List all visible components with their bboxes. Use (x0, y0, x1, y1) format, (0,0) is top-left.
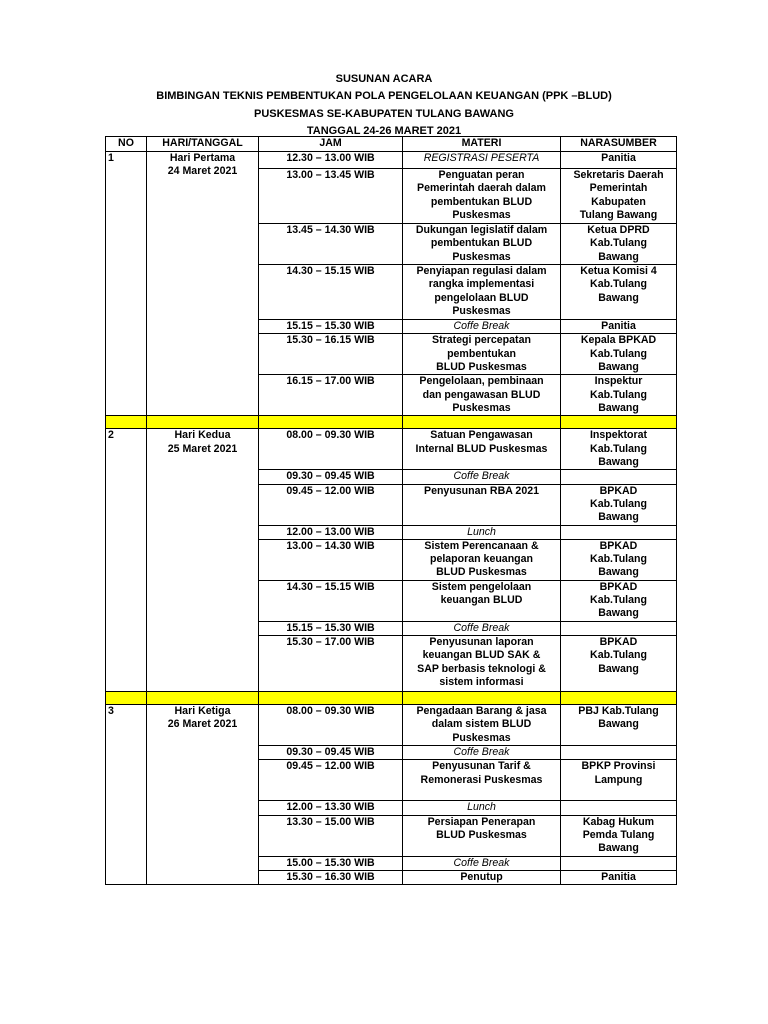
session-material: Strategi percepatan pembentukan BLUD Puskesmas (403, 334, 561, 375)
day-number: 2 (106, 429, 147, 692)
session-material: Satuan Pengawasan Internal BLUD Puskesmas (403, 429, 561, 470)
session-speaker: Panitia (561, 871, 677, 885)
session-material: REGISTRASI PESERTA (403, 152, 561, 169)
document-participants: PUSKESMAS SE-KABUPATEN TULANG BAWANG (254, 107, 514, 120)
document-title: SUSUNAN ACARA (335, 73, 433, 85)
session-time: 14.30 – 15.15 WIB (259, 580, 403, 621)
day-label: Hari Ketiga 26 Maret 2021 (147, 705, 259, 885)
session-time: 15.30 – 16.15 WIB (259, 334, 403, 375)
separator-cell (259, 416, 403, 429)
session-time: 15.00 – 15.30 WIB (259, 856, 403, 870)
session-time: 15.15 – 15.30 WIB (259, 320, 403, 334)
session-time: 09.30 – 09.45 WIB (259, 470, 403, 484)
session-material: Dukungan legislatif dalam pembentukan BLUD Puskesmas (403, 224, 561, 265)
session-speaker (561, 621, 677, 635)
session-speaker: Ketua DPRD Kab.Tulang Bawang (561, 224, 677, 265)
day-label: Hari Pertama 24 Maret 2021 (147, 152, 259, 416)
session-material: Persiapan Penerapan BLUD Puskesmas (403, 815, 561, 856)
schedule-body (106, 152, 677, 885)
session-material: Coffe Break (403, 470, 561, 484)
session-time: 09.30 – 09.45 WIB (259, 746, 403, 760)
document-date-range: TANGGAL 24-26 MARET 2021 (306, 124, 462, 137)
session-time: 08.00 – 09.30 WIB (259, 429, 403, 470)
session-material: Coffe Break (403, 621, 561, 635)
session-material: Sistem pengelolaan keuangan BLUD (403, 580, 561, 621)
session-material: Coffe Break (403, 320, 561, 334)
session-speaker: BPKAD Kab.Tulang Bawang (561, 539, 677, 580)
session-speaker: BPKAD Kab.Tulang Bawang (561, 484, 677, 525)
table-row (106, 429, 677, 470)
session-material: Pengadaan Barang & jasa dalam sistem BLUD Puskesmas (403, 705, 561, 746)
day-separator-row (106, 692, 677, 705)
session-time: 09.45 – 12.00 WIB (259, 484, 403, 525)
session-time: 13.00 – 14.30 WIB (259, 539, 403, 580)
session-speaker: BPKAD Kab.Tulang Bawang (561, 580, 677, 621)
session-time: 16.15 – 17.00 WIB (259, 375, 403, 416)
session-speaker (561, 746, 677, 760)
separator-cell (147, 692, 259, 705)
column-header-speaker: NARASUMBER (561, 137, 677, 152)
column-header-no: NO (106, 137, 147, 152)
session-speaker: Kepala BPKAD Kab.Tulang Bawang (561, 334, 677, 375)
document-header (0, 71, 768, 140)
session-material: Coffe Break (403, 746, 561, 760)
session-material: Penyusunan laporan keuangan BLUD SAK & SAP berbasis teknologi & sistem informasi (403, 636, 561, 692)
session-material: Penyiapan regulasi dalam rangka implementasi pengelolaan BLUD Puskesmas (403, 265, 561, 320)
session-speaker (561, 856, 677, 870)
session-material: Penyusunan Tarif & Remonerasi Puskesmas (403, 760, 561, 801)
session-speaker (561, 525, 677, 539)
table-row (106, 705, 677, 746)
session-time: 15.15 – 15.30 WIB (259, 621, 403, 635)
session-time: 14.30 – 15.15 WIB (259, 265, 403, 320)
separator-cell (403, 416, 561, 429)
session-time: 12.30 – 13.00 WIB (259, 152, 403, 169)
day-number: 3 (106, 705, 147, 885)
separator-cell (403, 692, 561, 705)
table-row (106, 152, 677, 169)
separator-cell (106, 692, 147, 705)
session-speaker: BPKP Provinsi Lampung (561, 760, 677, 801)
session-material: Lunch (403, 525, 561, 539)
session-speaker (561, 470, 677, 484)
session-speaker: Inspektorat Kab.Tulang Bawang (561, 429, 677, 470)
day-number: 1 (106, 152, 147, 416)
session-speaker: Panitia (561, 320, 677, 334)
column-header-material: MATERI (403, 137, 561, 152)
schedule-table (105, 136, 677, 885)
session-speaker: Inspektur Kab.Tulang Bawang (561, 375, 677, 416)
session-time: 13.00 – 13.45 WIB (259, 169, 403, 224)
session-speaker (561, 801, 677, 815)
session-material: Pengelolaan, pembinaan dan pengawasan BLUD Puskesmas (403, 375, 561, 416)
session-time: 13.30 – 15.00 WIB (259, 815, 403, 856)
separator-cell (561, 416, 677, 429)
session-time: 09.45 – 12.00 WIB (259, 760, 403, 801)
day-label: Hari Kedua 25 Maret 2021 (147, 429, 259, 692)
session-speaker: Sekretaris Daerah Pemerintah Kabupaten Tulang Bawang (561, 169, 677, 224)
column-header-day: HARI/TANGGAL (147, 137, 259, 152)
session-time: 15.30 – 16.30 WIB (259, 871, 403, 885)
separator-cell (147, 416, 259, 429)
column-header-time: JAM (259, 137, 403, 152)
session-time: 15.30 – 17.00 WIB (259, 636, 403, 692)
document-subtitle: BIMBINGAN TEKNIS PEMBENTUKAN POLA PENGELOLAAN KEUANGAN (PPK –BLUD) (156, 90, 612, 103)
session-speaker: Ketua Komisi 4 Kab.Tulang Bawang (561, 265, 677, 320)
session-time: 12.00 – 13.30 WIB (259, 801, 403, 815)
separator-cell (106, 416, 147, 429)
separator-cell (259, 692, 403, 705)
session-time: 13.45 – 14.30 WIB (259, 224, 403, 265)
session-speaker: Kabag Hukum Pemda Tulang Bawang (561, 815, 677, 856)
session-material: Sistem Perencanaan & pelaporan keuangan BLUD Puskesmas (403, 539, 561, 580)
session-material: Penutup (403, 871, 561, 885)
session-material: Coffe Break (403, 856, 561, 870)
session-material: Penyusunan RBA 2021 (403, 484, 561, 525)
session-material: Penguatan peran Pemerintah daerah dalam pembentukan BLUD Puskesmas (403, 169, 561, 224)
table-header-row (106, 137, 677, 152)
separator-cell (561, 692, 677, 705)
session-time: 12.00 – 13.00 WIB (259, 525, 403, 539)
session-speaker: BPKAD Kab.Tulang Bawang (561, 636, 677, 692)
session-material: Lunch (403, 801, 561, 815)
day-separator-row (106, 416, 677, 429)
session-speaker: PBJ Kab.Tulang Bawang (561, 705, 677, 746)
session-time: 08.00 – 09.30 WIB (259, 705, 403, 746)
session-speaker: Panitia (561, 152, 677, 169)
